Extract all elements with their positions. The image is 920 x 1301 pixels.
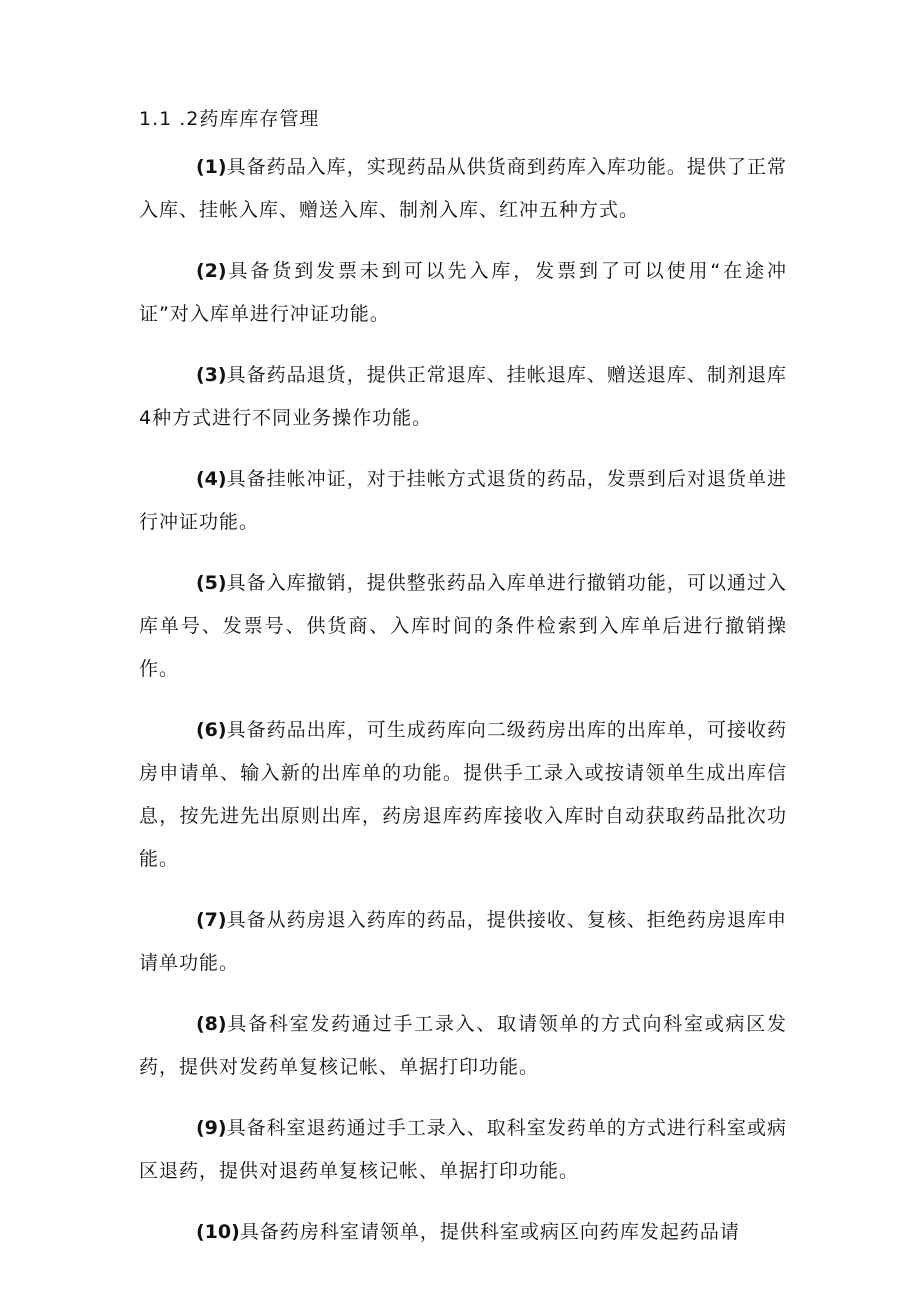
paragraph-1 xyxy=(139,146,787,232)
paragraph-number: (1) xyxy=(196,156,227,178)
paragraph-7 xyxy=(139,899,787,985)
paragraph-text: 具备科室退药通过手工录入、取科室发药单的方式进行科室或病区退药，提供对退药单复核记帐、单据打印功能。 xyxy=(139,1117,787,1182)
paragraph-number: (10) xyxy=(196,1221,240,1243)
paragraph-text: 具备科室发药通过手工录入、取请领单的方式向科室或病区发药，提供对发药单复核记帐、单据打印功能。 xyxy=(139,1013,787,1078)
paragraph-text: 具备挂帐冲证，对于挂帐方式退货的药品，发票到后对退货单进行冲证功能。 xyxy=(139,468,787,533)
paragraph-text: 具备药品退货，提供正常退库、挂帐退库、赠送退库、制剂退库4种方式进行不同业务操作功能。 xyxy=(139,364,787,429)
paragraph-text: 具备从药房退入药库的药品，提供接收、复核、拒绝药房退库申请单功能。 xyxy=(139,909,787,974)
paragraph-6 xyxy=(139,709,787,881)
paragraph-text: 具备药房科室请领单，提供科室或病区向药库发起药品请 xyxy=(239,1221,740,1243)
paragraph-text: 具备入库撤销，提供整张药品入库单进行撤销功能，可以通过入库单号、发票号、供货商、入库时间的条件检索到入库单后进行撤销操作。 xyxy=(139,572,787,680)
paragraph-3 xyxy=(139,354,787,440)
paragraph-number: (2) xyxy=(196,260,227,282)
paragraph-number: (6) xyxy=(196,719,227,741)
paragraph-number: (5) xyxy=(196,572,227,594)
paragraph-text: 具备货到发票未到可以先入库，发票到了可以使用“在途冲证”对入库单进行冲证功能。 xyxy=(139,260,787,325)
paragraph-number: (9) xyxy=(196,1117,227,1139)
paragraph-2 xyxy=(139,250,787,336)
paragraph-list xyxy=(139,146,787,1272)
paragraph-10 xyxy=(139,1211,787,1254)
paragraph-number: (4) xyxy=(196,468,227,490)
paragraph-4 xyxy=(139,458,787,544)
paragraph-text: 具备药品出库，可生成药库向二级药房出库的出库单，可接收药房申请单、输入新的出库单的功能。提供手工录入或按请领单生成出库信息，按先进先出原则出库，药房退库药库接收入库时自动获取药品批次功能。 xyxy=(139,719,787,870)
paragraph-9 xyxy=(139,1107,787,1193)
paragraph-number: (7) xyxy=(196,909,227,931)
paragraph-number: (3) xyxy=(196,364,227,386)
section-heading: 1.1 .2药库库存管理 xyxy=(139,108,320,130)
paragraph-number: (8) xyxy=(196,1013,227,1035)
paragraph-5 xyxy=(139,562,787,691)
paragraph-text: 具备药品入库，实现药品从供货商到药库入库功能。提供了正常入库、挂帐入库、赠送入库、制剂入库、红冲五种方式。 xyxy=(139,156,787,221)
paragraph-8 xyxy=(139,1003,787,1089)
